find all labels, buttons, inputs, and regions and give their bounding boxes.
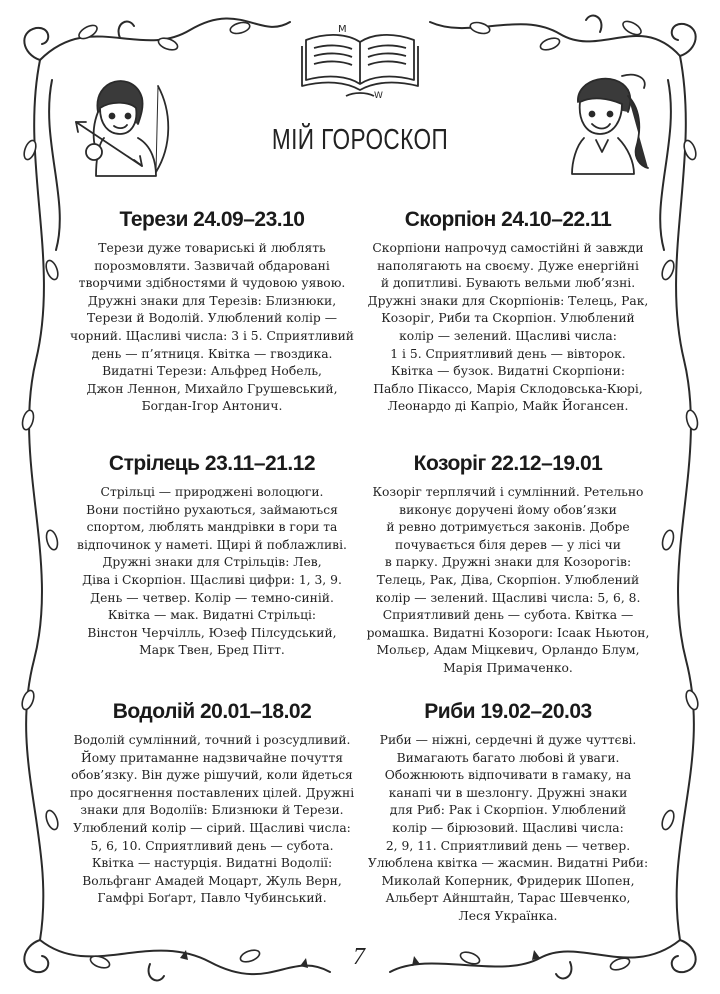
horoscope-entry-sagittarius (62, 452, 362, 660)
entry-text: Терези дуже товариські й люблять порозмовляти. Зазвичай обдаровані творчими здібностями й чудовою уявою. Дружні знаки для Терезів: Близнюки, Терези й Водолій. Улюблений колір — чорний. Щасливі числа: 3 і 5. Сприятливий день — п’ятниця. Квітка — гвоздика. Видатні Терези: Альфред Нобель, Джон Леннон, Михайло Грушевський, Богдан-Ігор Антонич. (69, 241, 354, 414)
entry-text: Козоріг терплячий і сумлінний. Ретельно виконує доручені йому обов’язки й ревно дотримується законів. Добре почувається біля дерев — у лісі чи в парку. Дружні знаки для Козорогів: Телець, Рак, Діва, Скорпіон. Улюблений колір — зелений. Щасливі числа: 5, 6, 8. Сприятливий день — субота. Квітка — ромашка. Видатні Козороги: Ісаак Ньютон, Мольєр, Адам Міцкевич, Орландо Блум, Марія Примаченко. (366, 485, 650, 675)
entry-heading: Скорпіон 24.10–22.11 (404, 208, 612, 231)
entry-heading: Козоріг 22.12–19.01 (413, 452, 603, 475)
entry-heading: Риби 19.02–20.03 (424, 700, 592, 723)
horoscope-entry-aquarius (62, 700, 362, 908)
open-book-illustration (298, 18, 422, 102)
page-title: МІЙ ГОРОСКОП (271, 124, 449, 156)
entry-heading: Водолій 20.01–18.02 (112, 700, 312, 723)
entry-heading: Стрілець 23.11–21.12 (108, 452, 316, 475)
entry-text: Риби — ніжні, сердечні й дуже чуттєві. Вимагають багато любові й уваги. Обожнюють відпочивати в гамаку, на канапі чи в шезлонгу. Дружні знаки для Риб: Рак і Скорпіон. Улюблений колір — бірюзовий. Щасливі числа: 2, 9, 11. Сприятливий день — четвер. Улюблена квітка — жасмин. Видатні Риби: Миколай Коперник, Фридерик Шопен, Альберт Айнштайн, Тарас Шевченко, Леся Українка. (367, 733, 649, 923)
entry-text: Стрільці — природжені волоцюги. Вони постійно рухаються, займаються спортом, люблять мандрівки в гори та відпочинок у наметі. Щирі й поблажливі. Дружні знаки для Стрільців: Лев, Діва і Скорпіон. Щасливі цифри: 1, 3, 9. День — четвер. Колір — темно-синій. Квітка — мак. Видатні Стрільці: Вінстон Черчілль, Юзеф Пілсудський, Марк Твен, Бред Пітт. (77, 485, 347, 658)
page-number: 7 (353, 944, 365, 970)
book-letter-right: W (374, 91, 383, 101)
ponytail-girl-illustration (556, 68, 660, 176)
horoscope-entry-pisces (358, 700, 658, 926)
entry-text: Водолій сумлінний, точний і розсудливий. Йому притаманне надзвичайне почуття обов’язку. Він дуже рішучий, коли йдеться про досягнення поставлених цілей. Дружні знаки для Водоліїв: Близнюки й Терези. Улюблений колір — сірий. Щасливі числа: 5, 6, 10. Сприятливий день — субота. Квітка — настурція. Видатні Водолії: Вольфганг Амадей Моцарт, Жуль Верн, Гамфрі Боґарт, Павло Чубинський. (69, 733, 355, 906)
horoscope-entry-scorpio (358, 208, 658, 416)
entry-text: Скорпіони напрочуд самостійні й завжди наполягають на своєму. Дуже енергійні й допитливі. Бувають вельми люб’язні. Дружні знаки для Скорпіонів: Телець, Рак, Козоріг, Риби та Скорпіон. Улюблений колір — зелений. Щасливі числа: 1 і 5. Сприятливий день — вівторок. Квітка — бузок. Видатні Скорпіони: Пабло Пікассо, Марія Склодовська-Кюрі, Леонардо ді Капріо, Майк Йогансен. (367, 241, 649, 414)
entry-heading: Терези 24.09–23.10 (119, 208, 305, 231)
book-letter-left: М (338, 24, 347, 35)
horoscope-entry-capricorn (358, 452, 658, 678)
horoscope-entry-libra (62, 208, 362, 416)
